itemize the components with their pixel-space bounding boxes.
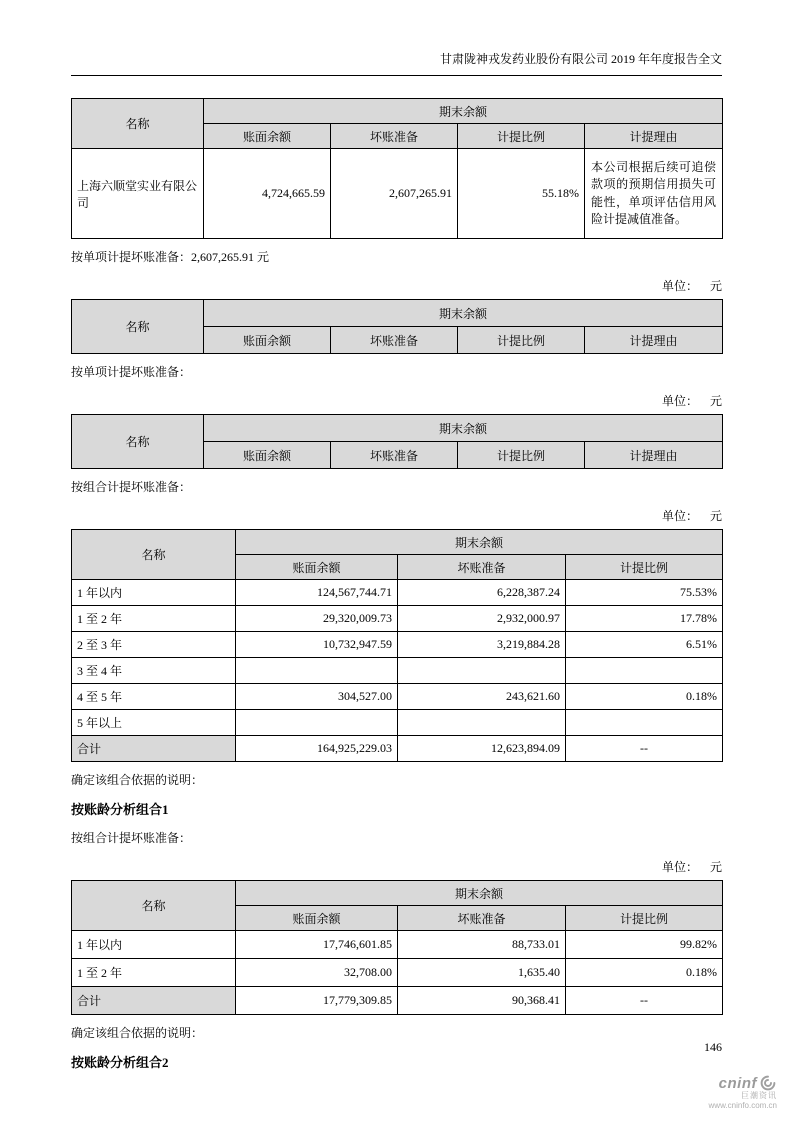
table-header-row <box>72 881 723 906</box>
cell-book-balance: 29,320,009.73 <box>236 606 398 632</box>
table-total-row <box>72 736 723 762</box>
cell-ratio: 99.82% <box>566 931 723 959</box>
cell-ratio: 17.78% <box>566 606 723 632</box>
cell-ratio <box>566 658 723 684</box>
cell-book-balance: 4,724,665.59 <box>204 149 331 239</box>
cell-book-balance: 164,925,229.03 <box>236 736 398 762</box>
subtitle-aging-group-1: 按账龄分析组合1 <box>71 802 169 817</box>
col-header-ratio: 计提比例 <box>566 906 723 931</box>
document-page <box>71 0 722 1071</box>
col-header-book-balance: 账面余额 <box>236 555 398 580</box>
col-header-ratio: 计提比例 <box>566 555 723 580</box>
col-header-ratio: 计提比例 <box>458 124 585 149</box>
table-header-row <box>72 300 723 327</box>
col-header-bad-debt: 坏账准备 <box>398 555 566 580</box>
col-header-period-end: 期末余额 <box>204 300 723 327</box>
cell-book-balance <box>236 658 398 684</box>
table-row <box>72 710 723 736</box>
cninfo-url-text: www.cninfo.com.cn <box>708 1101 777 1110</box>
cell-bad-debt: 88,733.01 <box>398 931 566 959</box>
aging-analysis-table-1 <box>71 529 723 762</box>
col-header-book-balance: 账面余额 <box>204 124 331 149</box>
table-header-row <box>72 530 723 555</box>
col-header-period-end: 期末余额 <box>204 415 723 442</box>
aging-analysis-table-2 <box>71 880 723 1015</box>
note-group-basis-2: 确定该组合依据的说明： <box>71 1026 204 1040</box>
cell-ratio: 55.18% <box>458 149 585 239</box>
cell-book-balance: 17,746,601.85 <box>236 931 398 959</box>
cninfo-brand-text: cninf <box>718 1074 757 1092</box>
col-header-bad-debt: 坏账准备 <box>331 442 458 469</box>
cell-ratio <box>566 710 723 736</box>
note-group-provision-2: 按组合计提坏账准备： <box>71 831 192 845</box>
unit-label-2: 单位： 元 <box>661 394 722 408</box>
col-header-period-end: 期末余额 <box>236 881 723 906</box>
col-header-book-balance: 账面余额 <box>204 327 331 354</box>
cell-bad-debt: 1,635.40 <box>398 959 566 987</box>
cell-ratio: -- <box>566 987 723 1015</box>
cninfo-cn-text: 巨潮资讯 <box>741 1091 777 1100</box>
cell-aging-bucket: 2 至 3 年 <box>72 632 236 658</box>
col-header-book-balance: 账面余额 <box>204 442 331 469</box>
cell-aging-bucket: 1 至 2 年 <box>72 606 236 632</box>
col-header-period-end: 期末余额 <box>204 99 723 124</box>
note-group-provision-1: 按组合计提坏账准备： <box>71 480 192 494</box>
cell-book-balance: 304,527.00 <box>236 684 398 710</box>
report-title: 甘肃陇神戎发药业股份有限公司 2019 年年度报告全文 <box>439 52 722 66</box>
cell-aging-bucket: 5 年以上 <box>72 710 236 736</box>
col-header-reason: 计提理由 <box>585 327 723 354</box>
cell-ratio: -- <box>566 736 723 762</box>
col-header-name: 名称 <box>72 530 236 580</box>
cell-aging-bucket: 1 年以内 <box>72 931 236 959</box>
col-header-reason: 计提理由 <box>585 442 723 469</box>
col-header-bad-debt: 坏账准备 <box>331 124 458 149</box>
col-header-ratio: 计提比例 <box>458 327 585 354</box>
cell-ratio: 6.51% <box>566 632 723 658</box>
col-header-reason: 计提理由 <box>585 124 723 149</box>
cell-book-balance: 32,708.00 <box>236 959 398 987</box>
cell-total-label: 合计 <box>72 987 236 1015</box>
cell-bad-debt: 2,607,265.91 <box>331 149 458 239</box>
col-header-name: 名称 <box>72 881 236 931</box>
group-provision-empty-table <box>71 414 723 469</box>
col-header-bad-debt: 坏账准备 <box>398 906 566 931</box>
cell-company-name: 上海六顺堂实业有限公司 <box>72 149 204 239</box>
individual-provision-table <box>71 98 723 239</box>
col-header-ratio: 计提比例 <box>458 442 585 469</box>
table-row <box>72 959 723 987</box>
table-row <box>72 580 723 606</box>
cell-bad-debt: 243,621.60 <box>398 684 566 710</box>
cell-bad-debt <box>398 658 566 684</box>
note-group-basis-1: 确定该组合依据的说明： <box>71 773 204 787</box>
cell-total-label: 合计 <box>72 736 236 762</box>
col-header-name: 名称 <box>72 99 204 149</box>
unit-label-3: 单位： 元 <box>661 509 722 523</box>
table-total-row <box>72 987 723 1015</box>
col-header-bad-debt: 坏账准备 <box>331 327 458 354</box>
cell-reason: 本公司根据后续可追偿款项的预期信用损失可能性，单项评估信用风险计提减值准备。 <box>585 149 723 239</box>
unit-label-1: 单位： 元 <box>661 279 722 293</box>
table-row <box>72 632 723 658</box>
cell-book-balance <box>236 710 398 736</box>
cell-ratio: 75.53% <box>566 580 723 606</box>
table-header-row <box>72 415 723 442</box>
cell-bad-debt: 2,932,000.97 <box>398 606 566 632</box>
cell-bad-debt <box>398 710 566 736</box>
table-row <box>72 658 723 684</box>
cell-bad-debt: 12,623,894.09 <box>398 736 566 762</box>
table-row <box>72 149 723 239</box>
table-row <box>72 931 723 959</box>
cell-ratio: 0.18% <box>566 959 723 987</box>
note-individual-provision-2: 按单项计提坏账准备： <box>71 365 192 379</box>
col-header-book-balance: 账面余额 <box>236 906 398 931</box>
cell-book-balance: 17,779,309.85 <box>236 987 398 1015</box>
cell-aging-bucket: 1 至 2 年 <box>72 959 236 987</box>
col-header-name: 名称 <box>72 300 204 354</box>
col-header-period-end: 期末余额 <box>236 530 723 555</box>
cninfo-logo <box>709 1074 777 1110</box>
subtitle-aging-group-2: 按账龄分析组合2 <box>71 1055 169 1070</box>
individual-provision-empty-table <box>71 299 723 354</box>
cell-aging-bucket: 1 年以内 <box>72 580 236 606</box>
cell-ratio: 0.18% <box>566 684 723 710</box>
table-row <box>72 684 723 710</box>
table-header-row <box>72 99 723 124</box>
col-header-name: 名称 <box>72 415 204 469</box>
cell-bad-debt: 6,228,387.24 <box>398 580 566 606</box>
note-individual-provision-1: 按单项计提坏账准备：2,607,265.91 元 <box>71 250 270 264</box>
table-row <box>72 606 723 632</box>
cell-aging-bucket: 4 至 5 年 <box>72 684 236 710</box>
page-number: 146 <box>704 1040 722 1054</box>
cell-aging-bucket: 3 至 4 年 <box>72 658 236 684</box>
cell-bad-debt: 3,219,884.28 <box>398 632 566 658</box>
cell-bad-debt: 90,368.41 <box>398 987 566 1015</box>
page-header <box>71 0 722 76</box>
cell-book-balance: 124,567,744.71 <box>236 580 398 606</box>
cell-book-balance: 10,732,947.59 <box>236 632 398 658</box>
unit-label-4: 单位： 元 <box>661 860 722 874</box>
